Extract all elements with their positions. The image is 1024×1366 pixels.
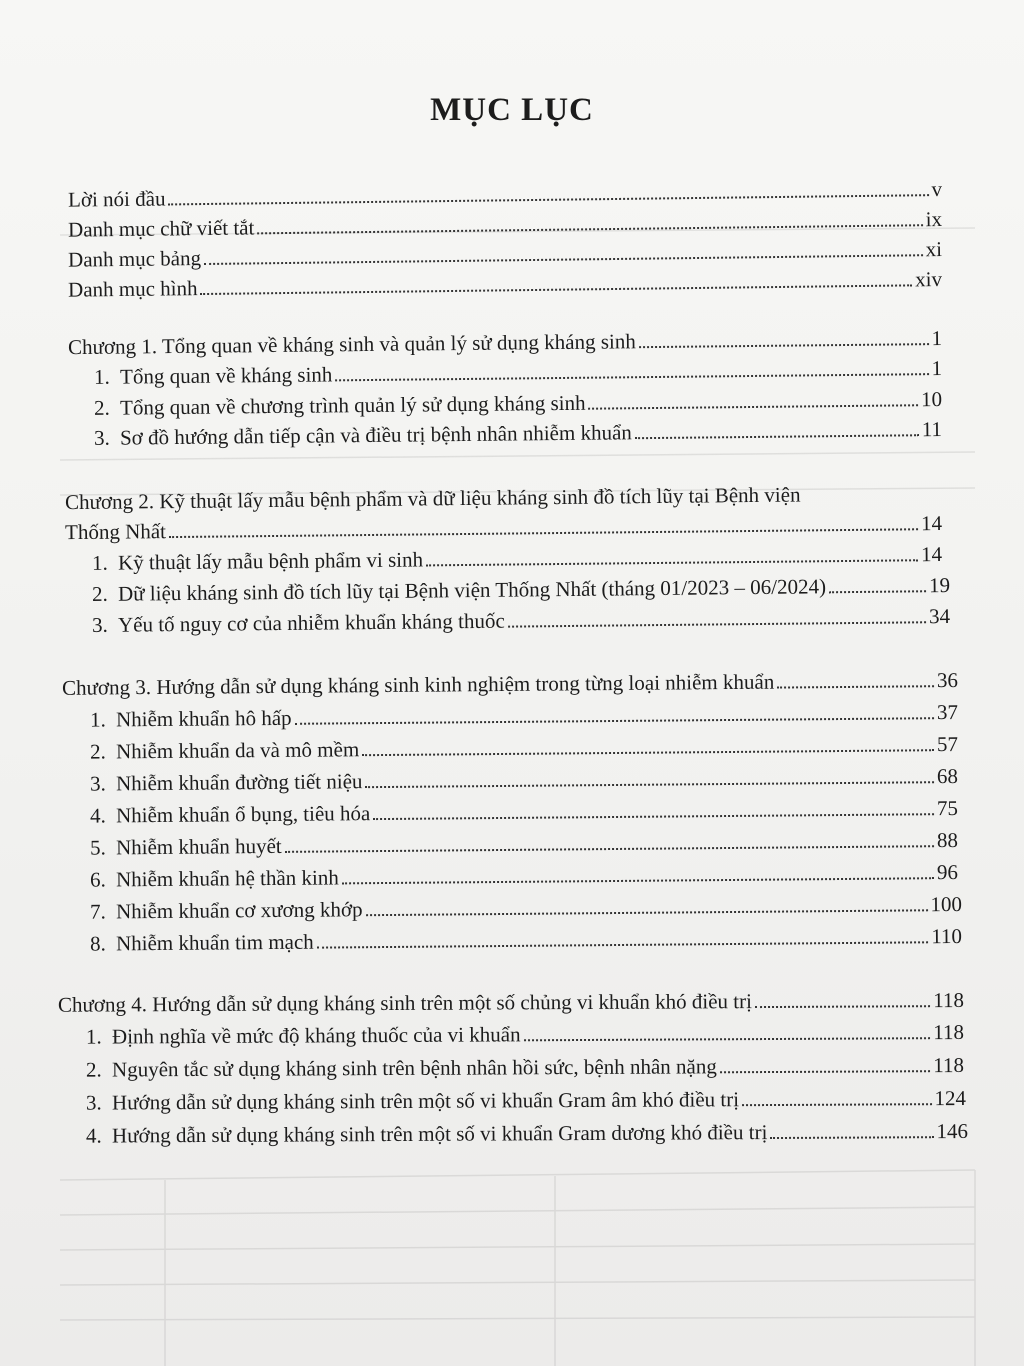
- dot-leader: [777, 685, 934, 688]
- item-label: Sơ đồ hướng dẫn tiếp cận và điều trị bệnh nhân nhiễm khuẩn: [119, 420, 632, 450]
- item-label: Tổng quan về kháng sinh: [119, 362, 333, 389]
- chapter-title: Chương 2. Kỹ thuật lấy mẫu bệnh phẩm và dữ liệu kháng sinh đồ tích lũy tại Bệnh viện: [64, 482, 801, 515]
- item-number: 2.: [85, 1057, 102, 1082]
- toc-item[interactable]: [92, 572, 950, 607]
- item-label: Kỹ thuật lấy mẫu bệnh phẩm vi sinh: [117, 547, 424, 575]
- dot-leader: [169, 194, 929, 205]
- dot-leader: [426, 559, 918, 566]
- item-label: Định nghĩa về mức độ kháng thuốc của vi khuẩn: [111, 1022, 521, 1049]
- item-number: 4.: [89, 803, 106, 828]
- entry-page-number: 96: [936, 860, 959, 885]
- item-number: 2.: [91, 581, 108, 606]
- item-number: 3.: [85, 1090, 102, 1115]
- toc-chapter-1[interactable]: [68, 325, 942, 360]
- entry-page-number: 75: [936, 796, 959, 821]
- dot-leader: [373, 813, 934, 820]
- dot-leader: [169, 528, 918, 538]
- entry-page-number: 11: [921, 417, 943, 442]
- entry-page-number: 110: [931, 924, 963, 949]
- item-number: 1.: [91, 550, 108, 575]
- entry-page-number: 1: [931, 326, 943, 351]
- dot-leader: [342, 877, 934, 884]
- toc-item[interactable]: [90, 827, 958, 861]
- toc-item[interactable]: [90, 923, 962, 957]
- toc-item[interactable]: [86, 1052, 964, 1083]
- entry-label: Danh mục bảng: [67, 246, 202, 272]
- item-label: Nhiễm khuẩn hô hấp: [115, 705, 292, 732]
- chapter-title: Chương 1. Tổng quan về kháng sinh và quản lý sử dụng kháng sinh: [67, 329, 636, 360]
- entry-label: Lời nói đầu: [67, 186, 166, 212]
- entry-page-number: 146: [936, 1119, 969, 1144]
- item-label: Hướng dẫn sử dụng kháng sinh trên một số vi khuẩn Gram dương khó điều trị: [111, 1120, 768, 1148]
- dot-leader: [201, 284, 913, 295]
- toc-item[interactable]: [90, 731, 958, 765]
- entry-page-number: ix: [925, 207, 943, 232]
- entry-page-number: 118: [933, 988, 965, 1013]
- toc-item[interactable]: [90, 891, 962, 925]
- entry-page-number: 88: [936, 828, 959, 853]
- toc-item[interactable]: [94, 416, 942, 451]
- dot-leader: [524, 1037, 931, 1041]
- entry-page-number: 36: [936, 668, 959, 693]
- chapter-title: Chương 4. Hướng dẫn sử dụng kháng sinh trên một số chủng vi khuẩn khó điều trị: [57, 989, 752, 1017]
- item-label: Nguyên tắc sử dụng kháng sinh trên bệnh nhân hồi sức, bệnh nhân nặng: [111, 1054, 717, 1082]
- entry-page-number: 124: [934, 1086, 967, 1111]
- item-label: Nhiễm khuẩn da và mô mềm: [115, 737, 360, 764]
- item-label: Yếu tố nguy cơ của nhiễm khuẩn kháng thuốc: [117, 608, 505, 637]
- toc-entry-figures[interactable]: [68, 266, 942, 303]
- dot-leader: [639, 343, 929, 348]
- item-label: Nhiễm khuẩn huyết: [115, 833, 282, 860]
- toc-chapter-2[interactable]: [65, 510, 942, 545]
- dot-leader: [770, 1136, 933, 1139]
- dot-leader: [257, 224, 922, 234]
- dot-leader: [317, 941, 929, 948]
- entry-label: Danh mục hình: [67, 276, 198, 302]
- dot-leader: [720, 1070, 930, 1073]
- dot-leader: [742, 1103, 931, 1106]
- entry-page-number: 10: [920, 387, 943, 412]
- item-number: 8.: [89, 931, 106, 956]
- toc-item[interactable]: [92, 603, 950, 638]
- entry-page-number: v: [931, 177, 943, 202]
- item-number: 1.: [93, 364, 110, 389]
- item-number: 4.: [85, 1123, 102, 1148]
- toc-item[interactable]: [94, 355, 942, 390]
- toc-chapter-3[interactable]: [62, 667, 958, 701]
- toc-item[interactable]: [90, 763, 958, 797]
- toc-item[interactable]: [94, 386, 942, 421]
- entry-label: Danh mục chữ viết tắt: [67, 215, 255, 242]
- dot-leader: [335, 373, 928, 381]
- entry-page-number: 100: [930, 892, 963, 917]
- item-label: Nhiễm khuẩn cơ xương khớp: [115, 897, 363, 924]
- toc-item[interactable]: [92, 541, 942, 576]
- dot-leader: [362, 749, 934, 756]
- toc-chapter-4[interactable]: [58, 987, 964, 1018]
- toc-item[interactable]: [86, 1085, 966, 1116]
- entry-page-number: 14: [920, 511, 943, 536]
- dot-leader: [508, 621, 926, 627]
- dot-leader: [589, 404, 919, 409]
- toc-item[interactable]: [90, 699, 958, 733]
- toc-item[interactable]: [86, 1118, 968, 1149]
- item-label: Nhiễm khuẩn ổ bụng, tiêu hóa: [115, 801, 371, 828]
- item-label: Tổng quan về chương trình quản lý sử dụng kháng sinh: [119, 390, 586, 420]
- item-label: Hướng dẫn sử dụng kháng sinh trên một số vi khuẩn Gram âm khó điều trị: [111, 1087, 740, 1115]
- toc-item[interactable]: [86, 1019, 964, 1050]
- item-label: Nhiễm khuẩn đường tiết niệu: [115, 769, 363, 796]
- dot-leader: [366, 909, 928, 916]
- entry-page-number: 14: [920, 542, 943, 567]
- entry-page-number: 118: [933, 1053, 965, 1078]
- item-number: 7.: [89, 899, 106, 924]
- toc-chapter-2-title[interactable]: [65, 480, 942, 515]
- item-label: Nhiễm khuẩn tim mạch: [115, 929, 314, 956]
- entry-page-number: 1: [931, 356, 943, 381]
- item-number: 6.: [89, 867, 106, 892]
- dot-leader: [829, 590, 926, 593]
- toc-item[interactable]: [90, 795, 958, 829]
- chapter-title: Chương 3. Hướng dẫn sử dụng kháng sinh kinh nghiệm trong từng loại nhiễm khuẩn: [61, 669, 775, 700]
- toc-item[interactable]: [90, 859, 958, 893]
- page-title: MỤC LỤC: [430, 92, 594, 128]
- entry-page-number: 34: [928, 604, 951, 629]
- entry-page-number: xiv: [915, 267, 943, 292]
- entry-page-number: 57: [936, 732, 959, 757]
- entry-page-number: 19: [928, 573, 951, 598]
- item-number: 3.: [93, 425, 110, 450]
- item-number: 1.: [89, 707, 106, 732]
- dot-leader: [285, 845, 934, 853]
- entry-page-number: 118: [933, 1020, 965, 1045]
- item-number: 3.: [89, 771, 106, 796]
- item-number: 3.: [91, 612, 108, 637]
- dot-leader: [295, 717, 934, 725]
- entry-page-number: 68: [936, 764, 959, 789]
- dot-leader: [366, 781, 935, 788]
- dot-leader: [635, 434, 919, 439]
- item-number: 2.: [89, 739, 106, 764]
- item-number: 2.: [93, 395, 110, 420]
- item-number: 1.: [85, 1024, 102, 1049]
- item-label: Nhiễm khuẩn hệ thần kinh: [115, 865, 339, 892]
- dot-leader: [755, 1005, 930, 1008]
- entry-page-number: xi: [925, 237, 943, 262]
- item-label: Dữ liệu kháng sinh đồ tích lũy tại Bệnh viện Thống Nhất (tháng 01/2023 – 06/2024): [117, 574, 827, 606]
- chapter-title-continued: Thống Nhất: [64, 519, 167, 545]
- dot-leader: [204, 254, 923, 265]
- item-number: 5.: [89, 835, 106, 860]
- entry-page-number: 37: [936, 700, 959, 725]
